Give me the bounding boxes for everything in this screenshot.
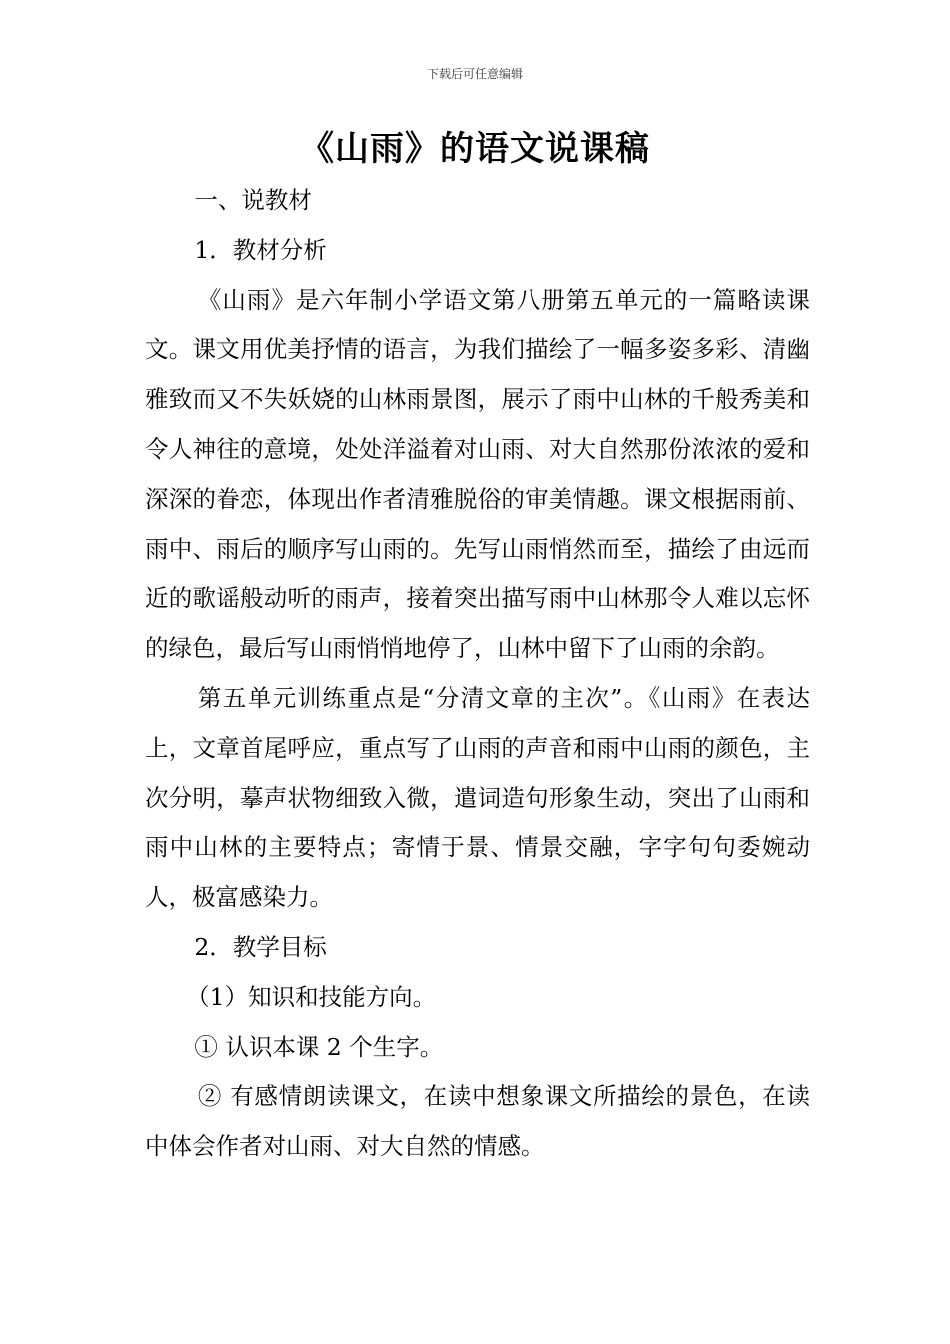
list-item-goal-2: ② 有感情朗读课文，在读中想象课文所描绘的景色，在读中体会作者对山雨、对大自然的情感。 bbox=[145, 1082, 810, 1161]
list-item-goal-1: ① 认识本课 2 个生字。 bbox=[194, 1032, 444, 1061]
section-heading-textbook: 一、说教材 bbox=[194, 186, 312, 214]
subheading-teaching-goals: 2．教学目标 bbox=[194, 932, 327, 961]
subheading-textbook-analysis: 1．教材分析 bbox=[194, 235, 327, 264]
list-item-knowledge-skills: （1）知识和技能方向。 bbox=[186, 982, 437, 1011]
page-header-note: 下载后可任意编辑 bbox=[426, 67, 523, 81]
document-body bbox=[145, 176, 810, 1172]
document-title: 《山雨》的语文说课稿 bbox=[300, 129, 650, 169]
paragraph-textbook-analysis: 《山雨》是六年制小学语文第八册第五单元的一篇略读课文。课文用优美抒情的语言，为我们描绘了一幅多姿多彩、清幽雅致而又不失妖娆的山林雨景图，展示了雨中山林的千般秀美和令人神往的意境，处处洋溢着对山雨、对大自然那份浓浓的爱和深深的眷恋，体现出作者清雅脱俗的审美情趣。课文根据雨前、雨中、雨后的顺序写山雨的。先写山雨悄然而至，描绘了由远而近的歌谣般动听的雨声，接着突出描写雨中山林那令人难以忘怀的绿色，最后写山雨悄悄地停了，山林中留下了山雨的余韵。 bbox=[145, 285, 810, 663]
paragraph-unit-focus: 第五单元训练重点是“分清文章的主次”。《山雨》在表达上，文章首尾呼应，重点写了山雨的声音和雨中山雨的颜色，主次分明，摹声状物细致入微，遣词造句形象生动，突出了山雨和雨中山林的主要特点；寄情于景、情景交融，字字句句委婉动人，极富感染力。 bbox=[145, 683, 810, 912]
